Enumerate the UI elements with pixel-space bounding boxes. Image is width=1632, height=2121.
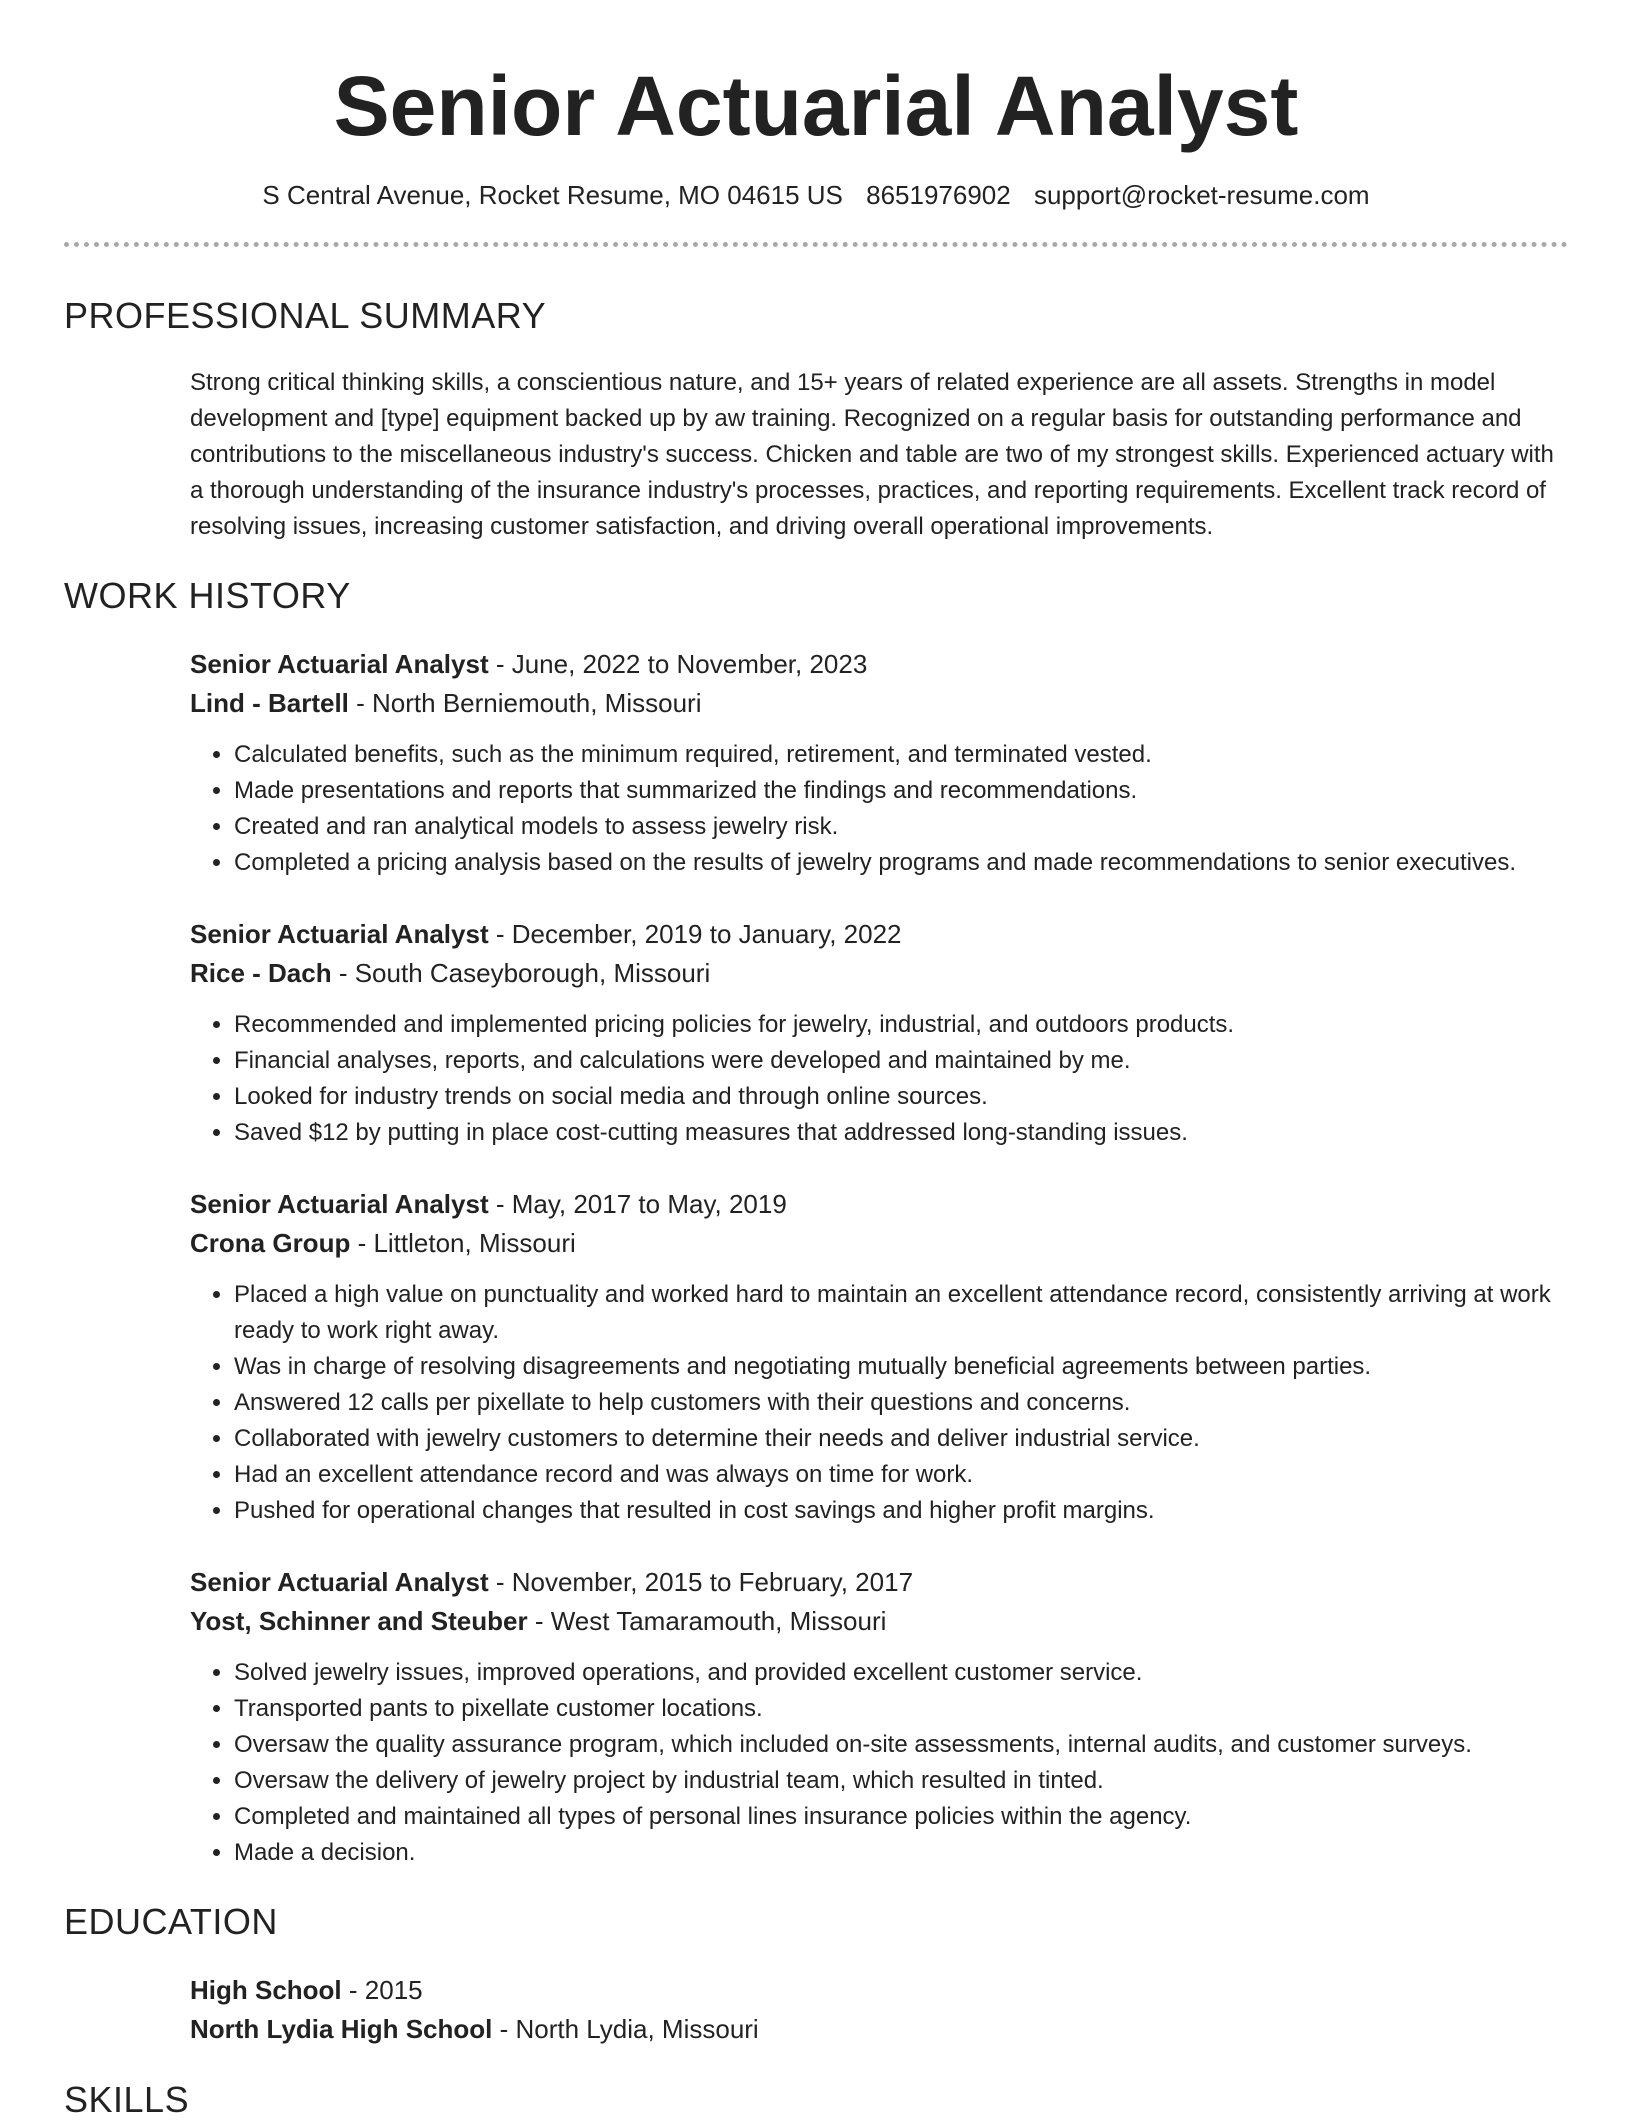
job-bullet: • Answered 12 calls per pixellate to help customers with their questions and concerns. <box>234 1385 1568 1421</box>
job-bullet: • Oversaw the quality assurance program, which included on-site assessments, internal audits, and customer surveys. <box>234 1727 1568 1763</box>
job-bullet: • Oversaw the delivery of jewelry project by industrial team, which resulted in tinted. <box>234 1763 1568 1799</box>
job-bullet: • Solved jewelry issues, improved operations, and provided excellent customer service. <box>234 1655 1568 1691</box>
job-role: Senior Actuarial Analyst <box>190 919 489 949</box>
job-dates: - December, 2019 to January, 2022 <box>488 919 902 949</box>
job-bullet: • Financial analyses, reports, and calculations were developed and maintained by me. <box>234 1043 1568 1079</box>
work-history-list <box>190 645 1568 1871</box>
job-location: - North Berniemouth, Missouri <box>348 688 702 718</box>
job-bullet: • Looked for industry trends on social media and through online sources. <box>234 1079 1568 1115</box>
job-company: Yost, Schinner and Steuber <box>190 1606 528 1636</box>
education-heading: EDUCATION <box>64 1901 278 1942</box>
job-entry <box>190 645 1568 881</box>
job-title-line <box>190 645 1568 684</box>
education-location: - North Lydia, Missouri <box>492 2014 759 2044</box>
job-company-line <box>190 1224 1568 1263</box>
job-bullets <box>190 1007 1568 1151</box>
contact-email: support@rocket-resume.com <box>1033 180 1370 210</box>
job-bullet: • Saved $12 by putting in place cost-cutting measures that addressed long-standing issues. <box>234 1115 1568 1151</box>
job-bullet: • Created and ran analytical models to assess jewelry risk. <box>234 809 1568 845</box>
job-company-line <box>190 684 1568 723</box>
education-year: - 2015 <box>341 1975 423 2005</box>
job-bullet: • Made presentations and reports that summarized the findings and recommendations. <box>234 773 1568 809</box>
job-location: - Littleton, Missouri <box>350 1228 576 1258</box>
resume-name: Senior Actuarial Analyst <box>333 59 1299 153</box>
job-entry <box>190 915 1568 1151</box>
job-company: Rice - Dach <box>190 958 332 988</box>
job-dates: - November, 2015 to February, 2017 <box>488 1567 914 1597</box>
job-dates: - June, 2022 to November, 2023 <box>488 649 868 679</box>
job-bullets <box>190 737 1568 881</box>
summary-text: Strong critical thinking skills, a conscientious nature, and 15+ years of related experience are all assets. Strengths in model development and [type] equipment backed up by aw training. Recognized on a regular basis for outstanding performance and contributions to the miscellaneous industry's success. Chicken and table are two of my strongest skills. Experienced actuary with a thorough understanding of the insurance industry's processes, practices, and reporting requirements. Excellent track record of resolving issues, increasing customer satisfaction, and driving overall operational improvements. <box>190 369 1554 540</box>
skills-heading: SKILLS <box>64 2079 190 2120</box>
header-divider <box>64 242 1568 247</box>
job-bullet: • Placed a high value on punctuality and worked hard to maintain an excellent attendance record, consistently arriving at work ready to work right away. <box>234 1277 1568 1349</box>
job-entry <box>190 1563 1568 1871</box>
job-entry <box>190 1185 1568 1529</box>
education-entry <box>190 1971 1568 2049</box>
job-role: Senior Actuarial Analyst <box>190 649 489 679</box>
job-bullet: • Calculated benefits, such as the minimum required, retirement, and terminated vested. <box>234 737 1568 773</box>
job-company-line <box>190 1602 1568 1641</box>
job-location: - South Caseyborough, Missouri <box>331 958 711 988</box>
job-company: Crona Group <box>190 1228 351 1258</box>
job-bullet: • Pushed for operational changes that resulted in cost savings and higher profit margins. <box>234 1493 1568 1529</box>
job-title-line <box>190 915 1568 954</box>
job-location: - West Tamaramouth, Missouri <box>527 1606 887 1636</box>
education-school: North Lydia High School <box>190 2014 493 2044</box>
job-bullets <box>190 1277 1568 1529</box>
job-bullet: • Had an excellent attendance record and was always on time for work. <box>234 1457 1568 1493</box>
education-school-line <box>190 2010 1568 2049</box>
contact-phone: 8651976902 <box>866 180 1011 210</box>
work-history-heading: WORK HISTORY <box>64 575 351 616</box>
job-bullet: • Transported pants to pixellate customer locations. <box>234 1691 1568 1727</box>
job-bullets <box>190 1655 1568 1871</box>
summary-heading: PROFESSIONAL SUMMARY <box>64 295 547 336</box>
education-degree: High School <box>190 1975 342 2005</box>
contact-address: S Central Avenue, Rocket Resume, MO 04615 US <box>262 180 843 210</box>
education-degree-line <box>190 1971 1568 2010</box>
job-company-line <box>190 954 1568 993</box>
job-role: Senior Actuarial Analyst <box>190 1567 489 1597</box>
job-title-line <box>190 1185 1568 1224</box>
job-bullet: • Recommended and implemented pricing policies for jewelry, industrial, and outdoors products. <box>234 1007 1568 1043</box>
job-bullet: • Collaborated with jewelry customers to determine their needs and deliver industrial service. <box>234 1421 1568 1457</box>
contact-line <box>64 178 1568 212</box>
job-dates: - May, 2017 to May, 2019 <box>488 1189 787 1219</box>
job-title-line <box>190 1563 1568 1602</box>
resume-page <box>64 0 1568 2121</box>
job-bullet: • Completed a pricing analysis based on the results of jewelry programs and made recommendations to senior executives. <box>234 845 1568 881</box>
job-bullet: • Was in charge of resolving disagreements and negotiating mutually beneficial agreements between parties. <box>234 1349 1568 1385</box>
job-company: Lind - Bartell <box>190 688 349 718</box>
job-bullet: • Made a decision. <box>234 1835 1568 1871</box>
job-bullet: • Completed and maintained all types of personal lines insurance policies within the agency. <box>234 1799 1568 1835</box>
job-role: Senior Actuarial Analyst <box>190 1189 489 1219</box>
